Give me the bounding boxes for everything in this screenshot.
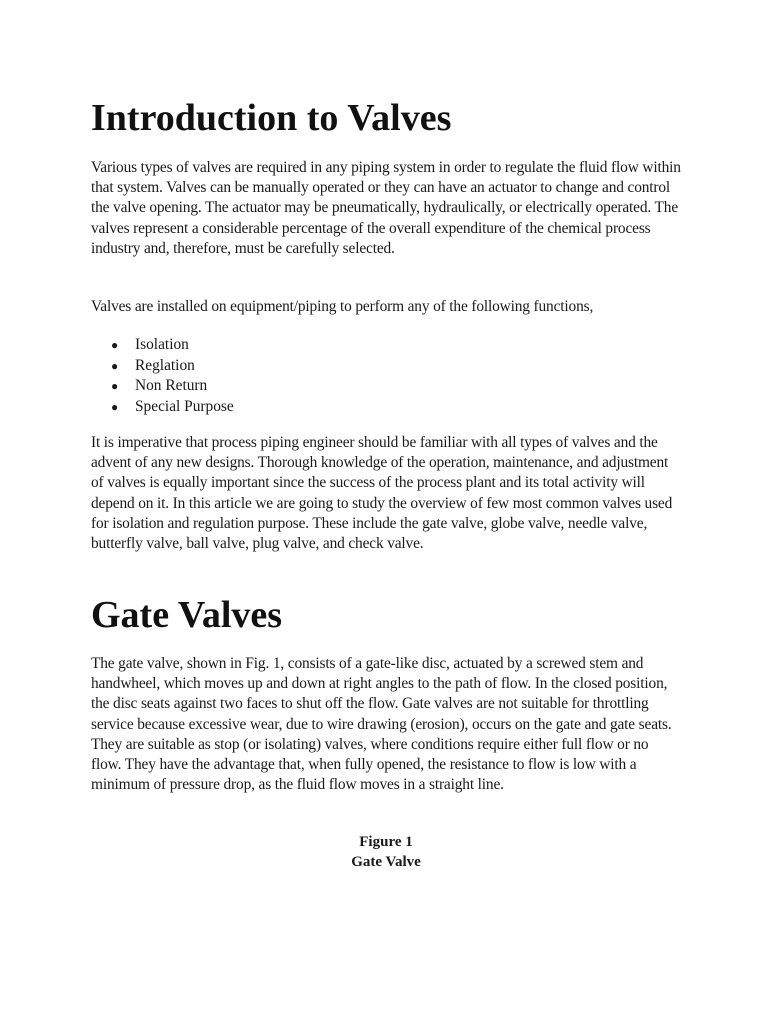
- figure-title: Gate Valve: [351, 854, 421, 870]
- bullet-icon: ●: [111, 399, 119, 414]
- bullet-icon: ●: [111, 338, 119, 352]
- list-item: [111, 356, 234, 377]
- section-heading-introduction: Introduction to Valves: [91, 97, 452, 139]
- list-item-text: Special Purpose: [135, 397, 234, 415]
- valve-functions-list: [91, 335, 234, 417]
- list-item: [111, 335, 234, 356]
- figure-number: Figure 1: [359, 834, 413, 850]
- intro-paragraph-2: Valves are installed on equipment/piping to perform any of the following functions,: [91, 298, 594, 315]
- list-item: [111, 376, 234, 397]
- bullet-icon: ●: [111, 379, 119, 393]
- intro-paragraph-3: It is imperative that process piping engineer should be familiar with all types of valves and the advent of any new designs. Thorough knowledge of the operation, maintenance, and adjustment of valves is equally important since the success of the process plant and its total activity will depend on it. In this article we are going to study the overview of few most common valves used for isolation and regulation purpose. These include the gate valve, globe valve, needle valve, butterfly valve, ball valve, plug valve, and check valve.: [91, 434, 673, 553]
- list-item-text: Reglation: [135, 356, 195, 374]
- list-item: [111, 397, 234, 418]
- figure-caption: [91, 832, 681, 872]
- list-item-text: Isolation: [135, 336, 189, 353]
- section-heading-gate-valves: Gate Valves: [91, 594, 283, 636]
- gate-valves-paragraph: The gate valve, shown in Fig. 1, consists of a gate-like disc, actuated by a screwed stem and handwheel, which moves up and down at right angles to the path of flow. In the closed position, the disc seats against two faces to shut off the flow. Gate valves are not suitable for throttling service because excessive wear, due to wire drawing (erosion), occurs on the gate and gate seats. They are suitable as stop (or isolating) valves, where conditions require either full flow or no flow. They have the advantage that, when fully opened, the resistance to flow is low with a minimum of pressure drop, as the fluid flow moves in a straight line.: [91, 655, 672, 794]
- bullet-icon: ●: [111, 358, 119, 373]
- list-item-text: Non Return: [135, 377, 208, 394]
- intro-paragraph-1: Various types of valves are required in any piping system in order to regulate the fluid flow within that system. Valves can be manually operated or they can have an actuator to change and control the valve opening. The actuator may be pneumatically, hydraulically, or electrically operated. The valves represent a considerable percentage of the overall expenditure of the chemical process industry and, therefore, must be carefully selected.: [91, 159, 681, 257]
